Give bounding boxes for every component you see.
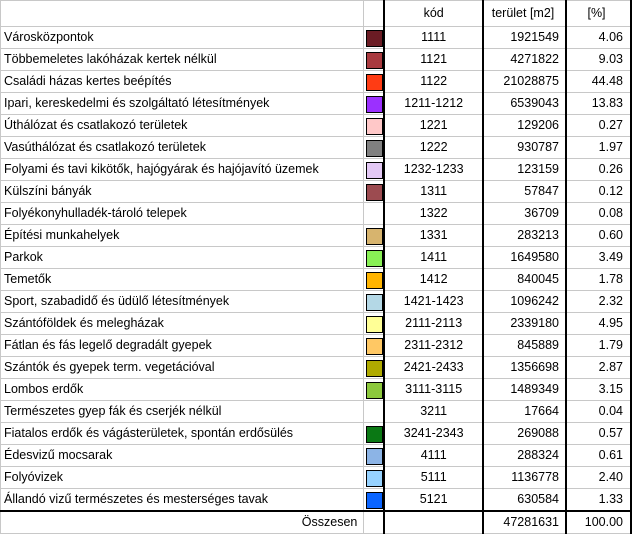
color-swatch: [366, 140, 383, 157]
land-use-code: 1211-1212: [384, 93, 483, 115]
color-swatch-cell: [364, 27, 385, 49]
land-use-percent: 4.95: [566, 313, 631, 335]
land-use-name: Temetők: [1, 269, 364, 291]
color-swatch-cell: [364, 489, 385, 512]
color-swatch-cell: [364, 467, 385, 489]
land-use-name: Városközpontok: [1, 27, 364, 49]
land-use-area: 1096242: [483, 291, 566, 313]
land-use-code: 3111-3115: [384, 379, 483, 401]
color-swatch-cell: [364, 423, 385, 445]
header-name: [1, 1, 364, 27]
color-swatch-cell: [364, 379, 385, 401]
color-swatch: [366, 360, 383, 377]
land-use-code: 2311-2312: [384, 335, 483, 357]
color-swatch-cell: [364, 291, 385, 313]
land-use-name: Édesvizű mocsarak: [1, 445, 364, 467]
land-use-code: 1331: [384, 225, 483, 247]
land-use-area: 1136778: [483, 467, 566, 489]
land-use-name: Parkok: [1, 247, 364, 269]
color-swatch: [366, 294, 383, 311]
color-swatch: [366, 338, 383, 355]
table-row: [1, 93, 632, 115]
color-swatch-cell: [364, 71, 385, 93]
color-swatch: [366, 382, 383, 399]
land-use-area: 1356698: [483, 357, 566, 379]
land-use-name: Vasúthálózat és csatlakozó területek: [1, 137, 364, 159]
table-row: [1, 27, 632, 49]
land-use-name: Szántók és gyepek term. vegetációval: [1, 357, 364, 379]
color-swatch-cell: [364, 269, 385, 291]
table-row: [1, 357, 632, 379]
total-label: Összesen: [1, 511, 364, 534]
land-use-code: 3211: [384, 401, 483, 423]
land-use-area: 57847: [483, 181, 566, 203]
color-swatch-cell: [364, 159, 385, 181]
header-swatch: [364, 1, 385, 27]
land-use-code: 5121: [384, 489, 483, 512]
land-use-code: 1222: [384, 137, 483, 159]
land-use-code: 2111-2113: [384, 313, 483, 335]
land-use-area: 630584: [483, 489, 566, 512]
total-row: [1, 511, 632, 534]
land-use-percent: 3.15: [566, 379, 631, 401]
table-row: [1, 203, 632, 225]
color-swatch: [366, 118, 383, 135]
color-swatch: [366, 250, 383, 267]
land-use-code: 1232-1233: [384, 159, 483, 181]
land-use-name: Lombos erdők: [1, 379, 364, 401]
color-swatch: [366, 74, 383, 91]
land-use-name: Állandó vizű természetes és mesterséges tavak: [1, 489, 364, 512]
land-use-area: 288324: [483, 445, 566, 467]
land-use-percent: 1.33: [566, 489, 631, 512]
table-row: [1, 445, 632, 467]
land-use-name: Külszíni bányák: [1, 181, 364, 203]
land-use-percent: 0.61: [566, 445, 631, 467]
land-use-area: 36709: [483, 203, 566, 225]
land-use-name: Fiatalos erdők és vágásterületek, spontán erdősülés: [1, 423, 364, 445]
land-use-name: Fátlan és fás legelő degradált gyepek: [1, 335, 364, 357]
land-use-code: 4111: [384, 445, 483, 467]
land-use-code: 1412: [384, 269, 483, 291]
land-use-percent: 0.57: [566, 423, 631, 445]
land-use-code: 2421-2433: [384, 357, 483, 379]
color-swatch: [366, 228, 383, 245]
table-row: [1, 269, 632, 291]
land-use-name: Folyami és tavi kikötők, hajógyárak és hajójavító üzemek: [1, 159, 364, 181]
color-swatch: [366, 492, 383, 509]
color-swatch-cell: [364, 49, 385, 71]
land-use-percent: 1.79: [566, 335, 631, 357]
color-swatch: [366, 184, 383, 201]
header-pct: [%]: [566, 1, 631, 27]
land-use-code: 1421-1423: [384, 291, 483, 313]
table-row: [1, 379, 632, 401]
land-use-code: 3241-2343: [384, 423, 483, 445]
color-swatch-cell: [364, 445, 385, 467]
land-use-area: 6539043: [483, 93, 566, 115]
color-swatch-cell: [364, 357, 385, 379]
land-use-name: Folyóvizek: [1, 467, 364, 489]
total-pct: 100.00: [566, 511, 631, 534]
table-row: [1, 225, 632, 247]
land-use-area: 269088: [483, 423, 566, 445]
land-use-name: Ipari, kereskedelmi és szolgáltató létesítmények: [1, 93, 364, 115]
color-swatch-cell: [364, 225, 385, 247]
table-row: [1, 423, 632, 445]
land-use-percent: 1.97: [566, 137, 631, 159]
color-swatch: [366, 52, 383, 69]
land-use-area: 930787: [483, 137, 566, 159]
color-swatch-cell: [364, 137, 385, 159]
table-row: [1, 467, 632, 489]
land-use-percent: 1.78: [566, 269, 631, 291]
color-swatch-cell: [364, 335, 385, 357]
color-swatch: [366, 162, 383, 179]
header-row: [1, 1, 632, 27]
color-swatch-cell: [364, 115, 385, 137]
land-use-code: 1322: [384, 203, 483, 225]
land-use-percent: 3.49: [566, 247, 631, 269]
land-use-percent: 13.83: [566, 93, 631, 115]
land-use-name: Természetes gyep fák és cserjék nélkül: [1, 401, 364, 423]
color-swatch-cell: [364, 181, 385, 203]
land-use-percent: 9.03: [566, 49, 631, 71]
table-row: [1, 181, 632, 203]
color-swatch-cell: [364, 247, 385, 269]
land-use-code: 1221: [384, 115, 483, 137]
land-use-area: 283213: [483, 225, 566, 247]
land-use-name: Úthálózat és csatlakozó területek: [1, 115, 364, 137]
color-swatch-cell: [364, 401, 385, 423]
land-use-code: 1122: [384, 71, 483, 93]
color-swatch: [366, 316, 383, 333]
land-use-area: 4271822: [483, 49, 566, 71]
land-use-area: 1649580: [483, 247, 566, 269]
color-swatch: [366, 470, 383, 487]
land-use-area: 17664: [483, 401, 566, 423]
table-row: [1, 247, 632, 269]
land-use-code: 5111: [384, 467, 483, 489]
land-use-percent: 0.27: [566, 115, 631, 137]
total-swatch-cell: [364, 511, 385, 534]
table-row: [1, 489, 632, 512]
table-row: [1, 401, 632, 423]
land-use-percent: 0.12: [566, 181, 631, 203]
land-use-percent: 44.48: [566, 71, 631, 93]
land-use-percent: 2.87: [566, 357, 631, 379]
total-code: [384, 511, 483, 534]
table-row: [1, 137, 632, 159]
land-use-percent: 0.04: [566, 401, 631, 423]
land-use-name: Sport, szabadidő és üdülő létesítmények: [1, 291, 364, 313]
land-use-code: 1411: [384, 247, 483, 269]
land-use-code: 1311: [384, 181, 483, 203]
land-use-area: 1489349: [483, 379, 566, 401]
land-use-code: 1121: [384, 49, 483, 71]
table-row: [1, 49, 632, 71]
land-use-area: 123159: [483, 159, 566, 181]
table-row: [1, 335, 632, 357]
table-row: [1, 115, 632, 137]
land-use-area: 21028875: [483, 71, 566, 93]
color-swatch: [366, 448, 383, 465]
land-use-name: Szántóföldek és melegházak: [1, 313, 364, 335]
color-swatch: [366, 272, 383, 289]
color-swatch-cell: [364, 93, 385, 115]
color-swatch: [366, 96, 383, 113]
header-code: kód: [384, 1, 483, 27]
land-use-area: 129206: [483, 115, 566, 137]
header-area: terület [m2]: [483, 1, 566, 27]
land-use-percent: 0.08: [566, 203, 631, 225]
color-swatch-cell: [364, 203, 385, 225]
land-use-percent: 2.32: [566, 291, 631, 313]
total-area: 47281631: [483, 511, 566, 534]
land-use-percent: 0.26: [566, 159, 631, 181]
land-use-name: Többemeletes lakóházak kertek nélkül: [1, 49, 364, 71]
land-use-name: Családi házas kertes beépítés: [1, 71, 364, 93]
land-use-area: 1921549: [483, 27, 566, 49]
table-row: [1, 71, 632, 93]
table-row: [1, 159, 632, 181]
land-use-percent: 2.40: [566, 467, 631, 489]
color-swatch: [366, 426, 383, 443]
land-use-name: Építési munkahelyek: [1, 225, 364, 247]
color-swatch: [366, 30, 383, 47]
land-use-area: 840045: [483, 269, 566, 291]
land-use-name: Folyékonyhulladék-tároló telepek: [1, 203, 364, 225]
table-row: [1, 291, 632, 313]
land-use-area: 2339180: [483, 313, 566, 335]
land-use-area: 845889: [483, 335, 566, 357]
land-use-code: 1111: [384, 27, 483, 49]
color-swatch-cell: [364, 313, 385, 335]
land-use-percent: 4.06: [566, 27, 631, 49]
land-use-percent: 0.60: [566, 225, 631, 247]
table-row: [1, 313, 632, 335]
